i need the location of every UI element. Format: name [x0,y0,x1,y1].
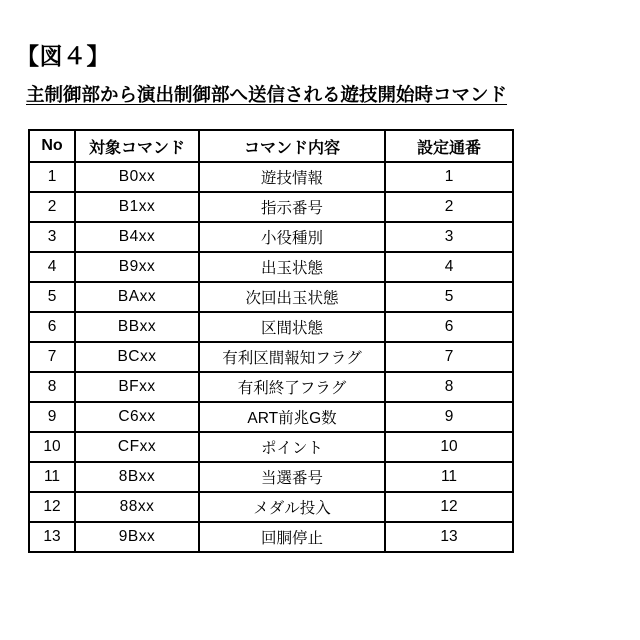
cell-content: 有利終了フラグ [199,372,385,402]
table-row [29,282,513,312]
cell-no: 6 [29,312,75,342]
table-body [29,162,513,552]
command-table [28,129,514,553]
cell-setting: 9 [385,402,513,432]
cell-content: 有利区間報知フラグ [199,342,385,372]
table-row [29,372,513,402]
cell-command: 8Bxx [75,462,199,492]
cell-command: CFxx [75,432,199,462]
cell-no: 11 [29,462,75,492]
cell-no: 9 [29,402,75,432]
cell-content: メダル投入 [199,492,385,522]
cell-no: 5 [29,282,75,312]
cell-setting: 5 [385,282,513,312]
cell-no: 7 [29,342,75,372]
column-header-setting: 設定通番 [385,130,513,162]
cell-setting: 3 [385,222,513,252]
column-header-content: コマンド内容 [199,130,385,162]
table-row [29,402,513,432]
cell-no: 13 [29,522,75,552]
cell-content: 出玉状態 [199,252,385,282]
cell-no: 2 [29,192,75,222]
cell-command: C6xx [75,402,199,432]
cell-command: 88xx [75,492,199,522]
cell-setting: 2 [385,192,513,222]
cell-command: B0xx [75,162,199,192]
column-header-command: 対象コマンド [75,130,199,162]
table-row [29,222,513,252]
cell-setting: 6 [385,312,513,342]
cell-content: ポイント [199,432,385,462]
cell-content: 区間状態 [199,312,385,342]
cell-command: B4xx [75,222,199,252]
figure-caption: 主制御部から演出制御部へ送信される遊技開始時コマンド [26,84,508,106]
cell-setting: 4 [385,252,513,282]
cell-no: 8 [29,372,75,402]
cell-content: 遊技情報 [199,162,385,192]
table-row [29,252,513,282]
table-row [29,162,513,192]
cell-command: BFxx [75,372,199,402]
table-row [29,522,513,552]
cell-command: 9Bxx [75,522,199,552]
table-row [29,462,513,492]
cell-no: 4 [29,252,75,282]
cell-command: BBxx [75,312,199,342]
cell-setting: 13 [385,522,513,552]
cell-content: 小役種別 [199,222,385,252]
cell-content: 回胴停止 [199,522,385,552]
cell-setting: 11 [385,462,513,492]
table-row [29,342,513,372]
cell-content: 指示番号 [199,192,385,222]
cell-no: 1 [29,162,75,192]
cell-setting: 1 [385,162,513,192]
table-row [29,312,513,342]
cell-command: BAxx [75,282,199,312]
cell-command: BCxx [75,342,199,372]
table-row [29,432,513,462]
cell-content: 当選番号 [199,462,385,492]
column-header-no: No [29,130,75,162]
cell-setting: 10 [385,432,513,462]
cell-no: 12 [29,492,75,522]
cell-setting: 7 [385,342,513,372]
table-row [29,192,513,222]
cell-content: 次回出玉状態 [199,282,385,312]
cell-setting: 12 [385,492,513,522]
cell-command: B9xx [75,252,199,282]
figure-label: 【図４】 [16,43,110,69]
cell-no: 10 [29,432,75,462]
table-row [29,492,513,522]
cell-command: B1xx [75,192,199,222]
table-header-row [29,130,513,162]
cell-setting: 8 [385,372,513,402]
cell-content: ART前兆G数 [199,402,385,432]
cell-no: 3 [29,222,75,252]
